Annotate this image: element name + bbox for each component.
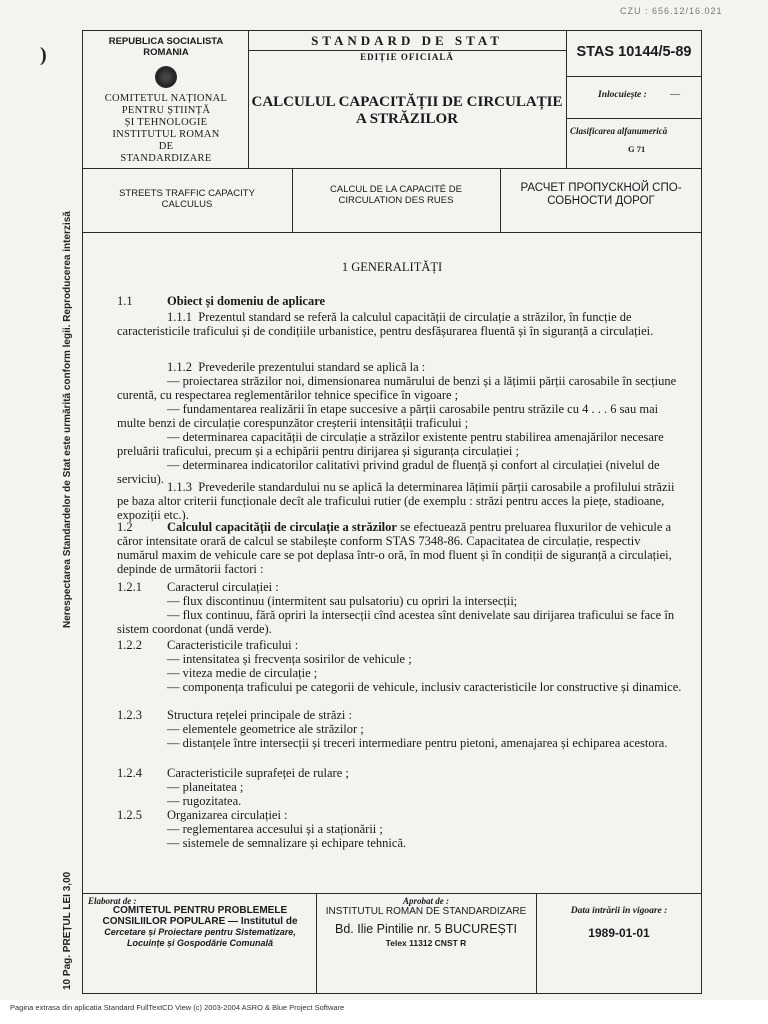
paragraph-1-1-2: 1.1.2 Prevederile prezentului standard se aplică la : <box>167 360 426 374</box>
margin-mark: ) <box>40 44 47 66</box>
effective-date: 1989-01-01 <box>588 926 650 940</box>
paragraph-1-1: 1.1 Obiect și domeniu de aplicare <box>117 294 326 308</box>
coat-of-arms-icon <box>155 66 177 88</box>
list-item: — determinarea indicatorilor calitativi privind gradul de fluență și confort al circulației (nivelul de serviciu). <box>117 458 660 486</box>
paragraph-1-2-2: 1.2.2 Caracteristicile traficului : <box>117 638 299 652</box>
telex: Telex 11312 CNST R <box>385 938 467 948</box>
list-item: — reglementarea accesului și a staționării ; <box>167 822 383 836</box>
paragraph-1-1-3: 1.1.3 Prevederile standardului nu se aplică la determinarea lățimii părții carosabile a profilului străzii pe baza altor criterii funcționale decît ale traficului rutier (de exemplu : străzi pentru acces la piețe, stadioane, expoziții etc.). <box>117 480 675 522</box>
list-item: — proiectarea străzilor noi, dimensionarea numărului de benzi și a lățimii părții carosabile în secțiune curentă, cu respectarea reglementărilor tehnice specifice în vigoare ; <box>117 374 677 402</box>
republic-name: REPUBLICA SOCIALISTA ROMANIA <box>108 36 224 58</box>
list-item: — distanțele între intersecții și treceri intermediare pentru pietoni, amenajarea și echiparea acestora. <box>167 736 668 750</box>
paragraph-1-2-5: 1.2.5 Organizarea circulației : <box>117 808 288 822</box>
list-item: — rugozitatea. <box>167 794 242 808</box>
stas-code: STAS 10144/5-89 <box>576 44 692 60</box>
section-title: 1 GENERALITĂȚI <box>341 260 443 274</box>
elaborated-by: COMITETUL PENTRU PROBLEMELE CONSILIILOR POPULARE — Institutul de Cercetare și Proiectare pentru Sistematizare, Locuințe și Gospodărie Comunală <box>102 905 298 948</box>
replaces-value: — <box>670 89 680 100</box>
udc-code: CZU : 656.12/16.021 <box>620 6 723 16</box>
classification-value: G 71 <box>628 144 646 154</box>
approved-by: INSTITUTUL ROMAN DE STANDARDIZARE <box>325 906 527 917</box>
replaces-label: Inlocuiește : <box>598 90 647 100</box>
list-item: — planeitatea ; <box>167 780 244 794</box>
margin-legal-note: Nerespectarea Standardelor de Stat este urmărită conform legii. Reproducerea interzisă <box>62 211 73 628</box>
document-title: CALCULUL CAPACITĂȚII DE CIRCULAȚIE A STRĂZILOR <box>251 94 563 127</box>
list-item: — determinarea capacității de circulație a străzilor existente pentru stabilirea amenajărilor necesare preluării traficului, precum și a echipării pentru dirijarea și siguranța circulației ; <box>117 430 664 458</box>
elaborated-label: Elaborat de : <box>88 896 137 906</box>
list-item: — flux continuu, fără opriri la intersecții cînd acestea sînt denivelate sau dirijarea traficului se face în sistem coordonat (undă verde). <box>117 608 675 636</box>
list-item: — viteza medie de circulație ; <box>167 666 318 680</box>
paragraph-1-2: 1.2 Calculul capacității de circulație a străzilor se efectuează pentru preluarea fluxurilor de vehicule a căror intensitate orară de calcul se stabilește conform STAS 7348-86. Capacitatea de circulație, respectiv numărul maxim de vehicule care se pot deplasa într-o oră, în mod fluent și în condiții de siguranță a circulației, depinde de următorii factori : <box>117 520 672 576</box>
paragraph-1-2-1: 1.2.1 Caracterul circulației : <box>117 580 279 594</box>
french-title: CALCUL DE LA CAPACITÉ DE CIRCULATION DES RUES <box>330 184 462 206</box>
english-title: STREETS TRAFFIC CAPACITY CALCULUS <box>119 188 255 210</box>
list-item: — elementele geometrice ale străzilor ; <box>167 722 364 736</box>
edition-label: EDIȚIE OFICIALĂ <box>360 52 454 62</box>
standard-label: STANDARD DE STAT <box>311 33 503 48</box>
list-item: — sistemele de semnalizare și echipare tehnică. <box>167 836 407 850</box>
paragraph-1-2-3: 1.2.3 Structura rețelei principale de străzi : <box>117 708 352 722</box>
effective-date-label: Data intrării în vigoare : <box>570 906 668 916</box>
paragraph-1-2-4: 1.2.4 Caracteristicile suprafeței de rulare ; <box>117 766 349 780</box>
margin-price: 10 Pag. PREȚUL LEI 3,00 <box>62 871 73 990</box>
source-note: Pagina extrasa din aplicatia Standard FullTextCD View (c) 2003-2004 ASRO & Blue Project Software <box>10 1003 345 1012</box>
list-item: — flux discontinuu (intermitent sau pulsatoriu) cu opriri la intersecții; <box>167 594 518 608</box>
approved-label: Aprobat de : <box>403 896 449 906</box>
list-item: — fundamentarea realizării în etape succesive a părții carosabile pentru străzile cu 4 . . . 6 sau mai multe benzi de circulație corespunzător creșterii intensității traficului ; <box>117 402 659 430</box>
address: Bd. Ilie Pintilie nr. 5 BUCUREȘTI <box>334 922 517 936</box>
classification-label: Clasificarea alfanumerică <box>570 126 668 136</box>
list-item: — componența traficului pe categorii de vehicule, inclusiv caracteristicile lor constructive și dinamice. <box>167 680 682 694</box>
committee-name: COMITETUL NAȚIONAL PENTRU ȘTIINȚĂ ȘI TEHNOLOGIE INSTITUTUL ROMAN DE STANDARDIZARE <box>104 93 228 164</box>
paragraph-1-1-1: 1.1.1 Prezentul standard se referă la calculul capacității de circulație a străzilor, în funcție de caracteristicile traficului și de condițiile urbanistice, pentru desfășurarea fluentă și în siguranță a circulației. <box>117 310 654 338</box>
list-item: — intensitatea și frecvența sosirilor de vehicule ; <box>167 652 412 666</box>
russian-title: РАСЧЕТ ПРОПУСКНОЙ СПО- СОБНОСТИ ДОРОГ <box>520 182 682 207</box>
